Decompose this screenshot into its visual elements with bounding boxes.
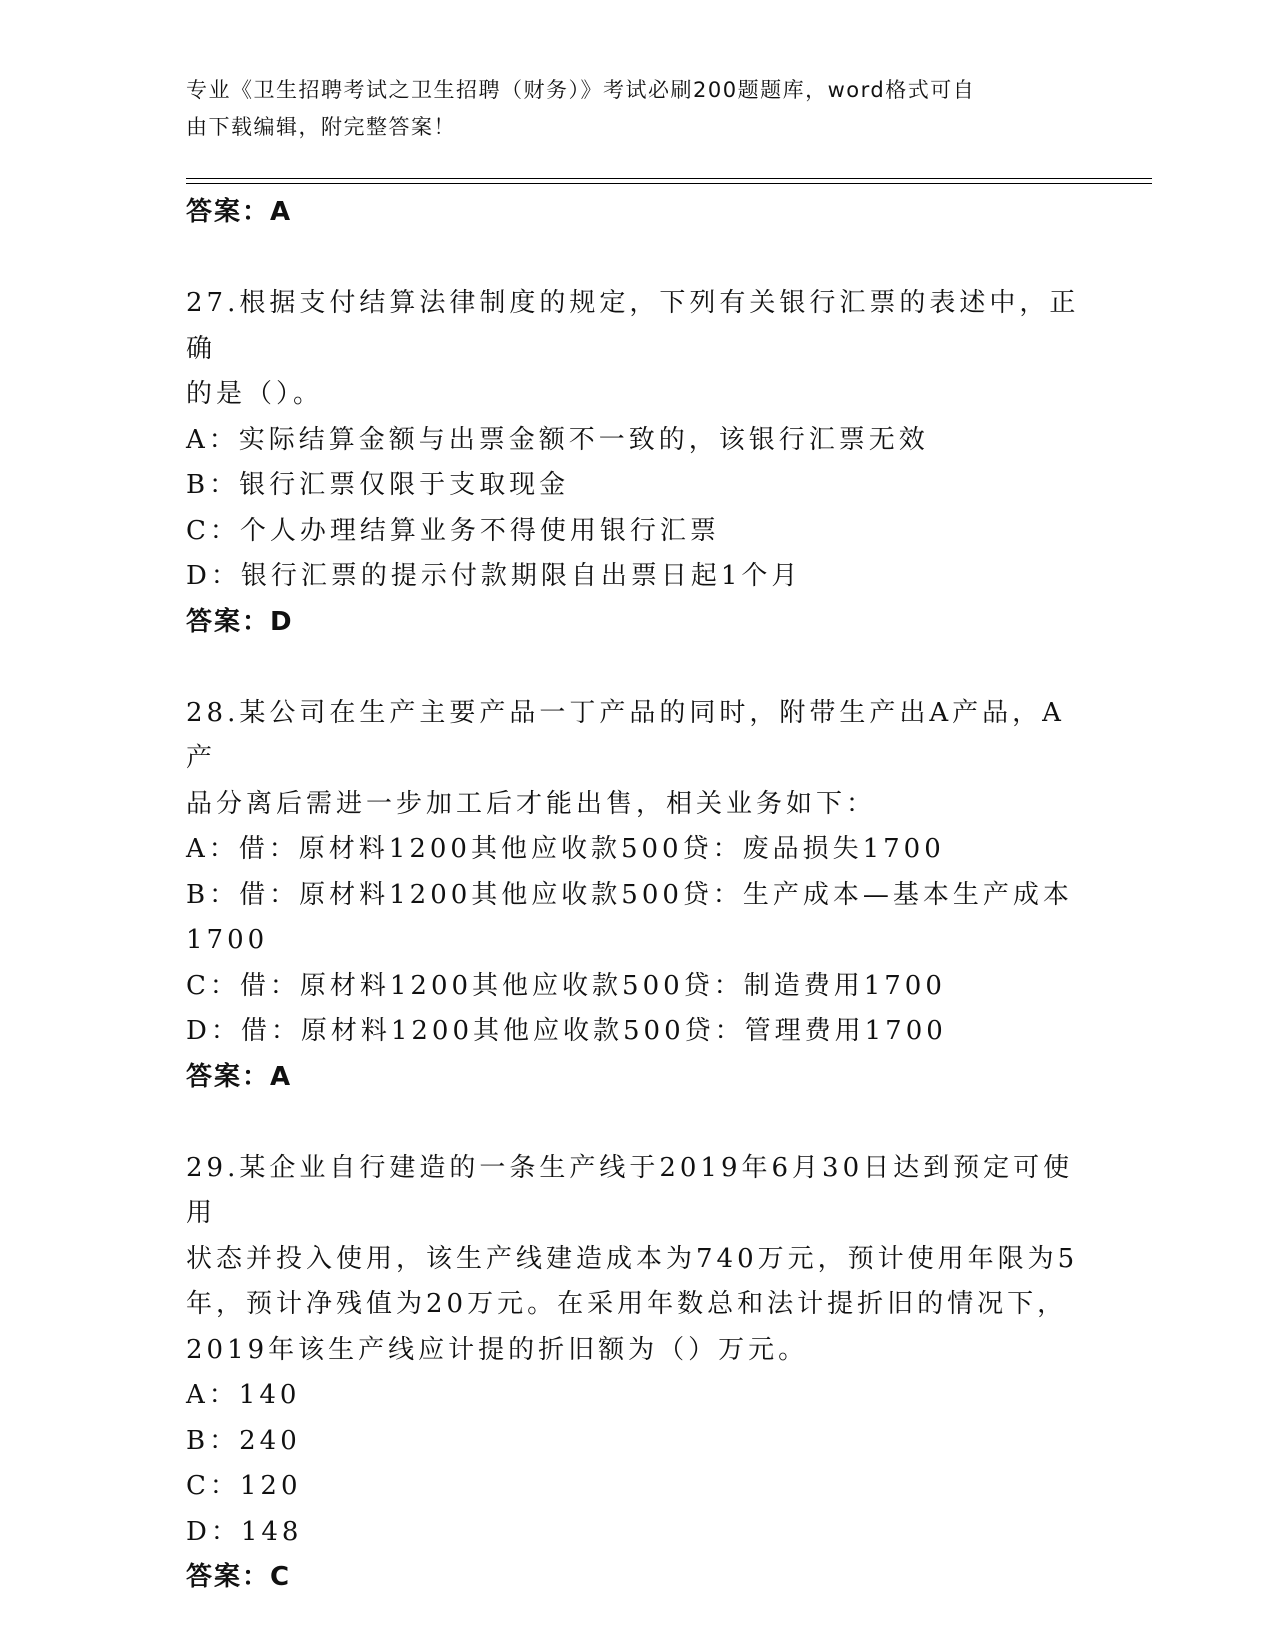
header-line-1: 专业《卫生招聘考试之卫生招聘（财务）》考试必刷200题题库，word格式可自 [186,78,976,102]
question-stem-line: 2019年该生产线应计提的折旧额为（）万元。 [186,1334,809,1365]
option-b: B：银行汇票仅限于支取现金 [186,470,570,500]
option-d: D：148 [186,1516,303,1547]
option-b-continued: 1700 [186,925,269,955]
question-stem-line: 年，预计净残值为20万元。在采用年数总和法计提折旧的情况下， [186,1289,1068,1319]
option-b: B：借：原材料1200其他应收款500贷：生产成本—基本生产成本 [186,879,1073,910]
question-27 [186,281,1086,645]
question-29 [186,1146,1086,1601]
document-header [186,72,1066,146]
option-b: B：240 [186,1425,301,1456]
question-answer: 答案：D [186,606,294,637]
question-answer: 答案：A [186,1061,293,1092]
question-stem-line: 状态并投入使用，该生产线建造成本为740万元，预计使用年限为5 [186,1243,1079,1274]
question-stem-line: 29.某企业自行建造的一条生产线于2019年6月30日达到预定可使用 [186,1152,1074,1228]
header-rule-bottom [186,183,1152,184]
question-answer: 答案：C [186,1562,292,1592]
question-stem-line: 品分离后需进一步加工后才能出售，相关业务如下： [186,788,877,819]
header-rule-top [186,178,1152,179]
previous-answer: 答案：A [186,197,293,227]
option-d: D：借：原材料1200其他应收款500贷：管理费用1700 [186,1016,947,1046]
question-stem-line: 28.某公司在生产主要产品一丁产品的同时，附带生产出A产品，A产 [186,697,1065,773]
question-28 [186,691,1086,1101]
question-stem-line: 的是（）。 [186,379,324,409]
option-a: A：实际结算金额与出票金额不一致的，该银行汇票无效 [186,424,929,455]
header-line-2: 由下载编辑，附完整答案！ [186,115,456,139]
document-body [186,190,1086,1601]
option-c: C：个人办理结算业务不得使用银行汇票 [186,515,720,546]
option-a: A：140 [186,1380,301,1410]
question-stem-line: 27.根据支付结算法律制度的规定，下列有关银行汇票的表述中，正确 [186,288,1080,364]
option-c: C：120 [186,1471,302,1501]
option-a: A：借：原材料1200其他应收款500贷：废品损失1700 [186,834,945,864]
option-d: D：银行汇票的提示付款期限自出票日起1个月 [186,561,802,591]
option-c: C：借：原材料1200其他应收款500贷：制造费用1700 [186,970,946,1001]
